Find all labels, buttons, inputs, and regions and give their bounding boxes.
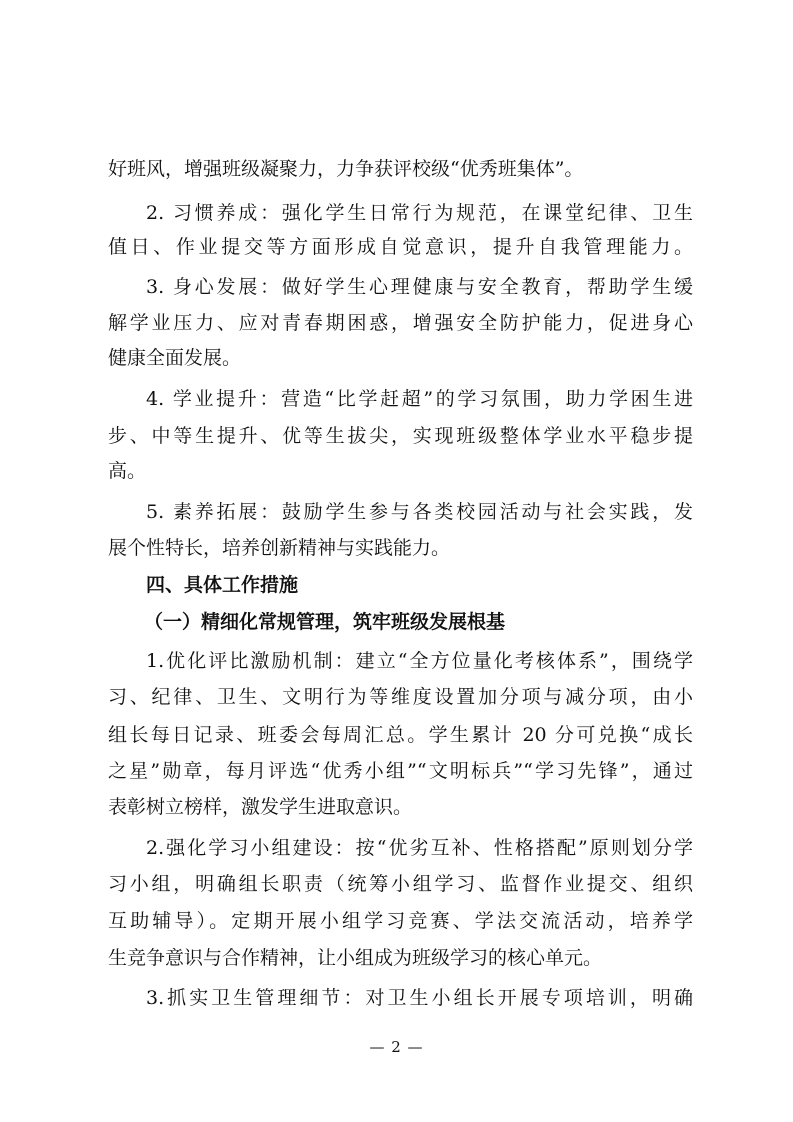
text-line-20: 习小组，明确组长职责（统筹小组学习、监督作业提交、组织 xyxy=(108,873,693,895)
text-line-6: 健康全面发展。 xyxy=(108,347,242,369)
text-line-9: 高。 xyxy=(108,460,147,482)
text-line-22: 生竞争意识与合作精神，让小组成为班级学习的核心单元。 xyxy=(108,947,603,969)
subsection-heading: （一）精细化常规管理，筑牢班级发展根基 xyxy=(144,611,506,633)
text-line-19: 2.强化学习小组建设：按“优劣互补、性格搭配”原则划分学 xyxy=(146,837,693,859)
text-line-23: 3.抓实卫生管理细节：对卫生小组长开展专项培训，明确 xyxy=(146,987,693,1009)
text-line-2: 2. 习惯养成：强化学生日常行为规范，在课堂纪律、卫生 xyxy=(146,202,693,224)
text-line-8: 步、中等生提升、优等生拔尖，实现班级整体学业水平稳步提 xyxy=(108,425,693,447)
text-line-5: 解学业压力、应对青春期困惑，增强安全防护能力，促进身心 xyxy=(108,312,693,334)
section-heading: 四、具体工作措施 xyxy=(146,574,299,596)
text-line-7: 4. 学业提升：营造“比学赶超”的学习氛围，助力学困生进 xyxy=(146,388,693,410)
text-line-17: 之星”勋章，每月评选“优秀小组”“文明标兵”“学习先锋”，通过 xyxy=(108,760,693,782)
text-line-18: 表彰树立榜样，激发学生进取意识。 xyxy=(108,796,413,818)
text-line-21: 互助辅导）。定期开展小组学习竞赛、学法交流活动，培养学 xyxy=(108,910,693,932)
text-line-16: 组长每日记录、班委会每周汇总。学生累计 20 分可兑换“成长 xyxy=(108,724,693,746)
text-line-11: 展个性特长，培养创新精神与实践能力。 xyxy=(108,537,451,559)
text-line-14: 1.优化评比激励机制：建立“全方位量化考核体系”，围绕学 xyxy=(146,650,693,672)
text-line-4: 3. 身心发展：做好学生心理健康与安全教育，帮助学生缓 xyxy=(146,276,693,298)
page-number: — 2 — xyxy=(369,1038,424,1056)
text-line-10: 5. 素养拓展：鼓励学生参与各类校园活动与社会实践，发 xyxy=(146,501,693,523)
text-line-1: 好班风，增强班级凝聚力，力争获评校级“优秀班集体”。 xyxy=(108,158,584,180)
text-line-3: 值日、作业提交等方面形成自觉意识，提升自我管理能力。 xyxy=(108,236,693,258)
text-line-15: 习、纪律、卫生、文明行为等维度设置加分项与减分项，由小 xyxy=(108,686,693,708)
